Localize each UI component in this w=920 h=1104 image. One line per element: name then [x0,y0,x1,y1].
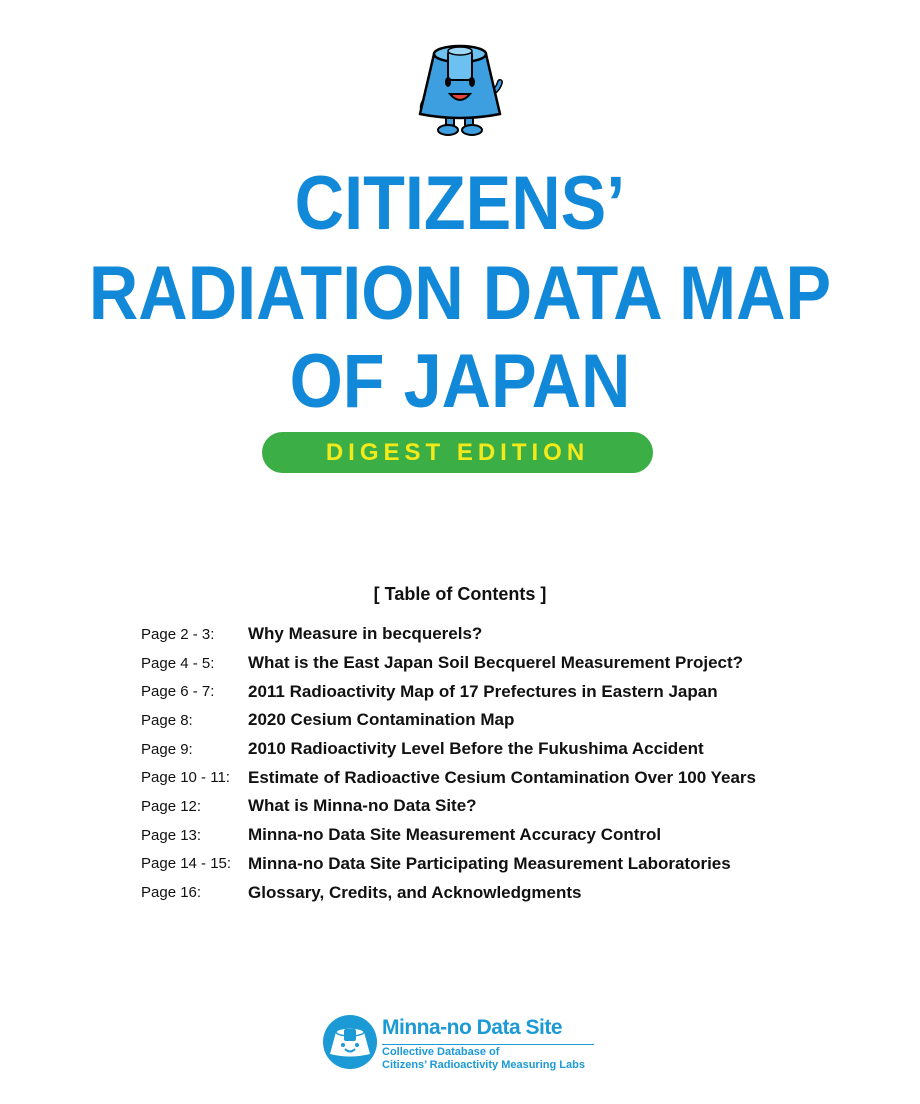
logo-tagline [382,1046,585,1072]
logo-tagline-line-2: Citizens’ Radioactivity Measuring Labs [382,1059,585,1071]
toc-section-title: Estimate of Radioactive Cesium Contamination Over 100 Years [248,767,756,787]
toc-item [141,620,821,649]
toc-page-range: Page 6 - 7: [141,683,215,701]
toc-item [141,735,821,764]
title-line-2: RADIATION DATA MAP [88,251,832,336]
toc-page-range: Page 10 - 11: [141,769,230,787]
toc-item [141,821,821,850]
toc-item [141,677,821,706]
toc-section-title: What is the East Japan Soil Becquerel Measurement Project? [248,653,744,673]
toc-section-title: What is Minna-no Data Site? [248,796,477,816]
title-line-1: CITIZENS’ [294,161,626,246]
toc-section-title: 2020 Cesium Contamination Map [248,710,515,730]
toc-section-title: Why Measure in becquerels? [248,624,483,644]
toc-section-title: Minna-no Data Site Participating Measurement Laboratories [248,853,731,873]
toc-page-range: Page 8: [141,711,193,729]
logo-mascot-icon [322,1014,378,1070]
logo-divider [382,1044,594,1045]
logo-tagline-line-1: Collective Database of [382,1046,500,1058]
toc-section-title: Glossary, Credits, and Acknowledgments [248,882,582,902]
toc-page-range: Page 9: [141,740,193,758]
toc-item [141,649,821,678]
toc-section-title: Minna-no Data Site Measurement Accuracy Control [248,825,662,845]
toc-page-range: Page 4 - 5: [141,654,215,672]
toc-item [141,850,821,879]
toc-heading: [ Table of Contents ] [373,584,547,604]
toc-item [141,763,821,792]
toc-item [141,792,821,821]
table-of-contents [141,620,821,907]
logo-name: Minna-no Data Site [382,1016,563,1039]
toc-item [141,706,821,735]
mascot-illustration [410,40,510,140]
toc-page-range: Page 16: [141,884,202,902]
title-line-3: OF JAPAN [289,339,631,424]
minna-no-data-site-logo [322,1014,612,1076]
toc-page-range: Page 2 - 3: [141,625,215,643]
toc-page-range: Page 13: [141,826,202,844]
toc-page-range: Page 14 - 15: [141,855,232,873]
toc-page-range: Page 12: [141,797,202,815]
toc-section-title: 2011 Radioactivity Map of 17 Prefectures in Eastern Japan [248,681,718,701]
edition-badge: DIGEST EDITION [262,432,653,473]
toc-section-title: 2010 Radioactivity Level Before the Fukushima Accident [248,739,704,759]
toc-item [141,878,821,907]
